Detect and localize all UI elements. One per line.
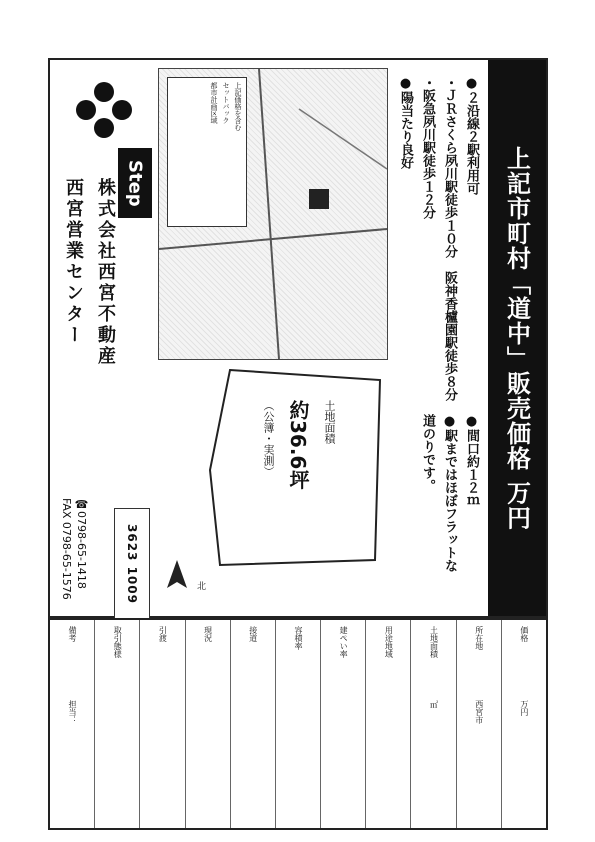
feature-item: ●２沿線２駅利用可 [464, 76, 479, 195]
property-flyer [48, 58, 548, 618]
spec-value: 西宮市 [474, 700, 484, 724]
phone-number: ☎0798-65-1418 [75, 498, 88, 589]
map-note: 都市計画区域 [210, 82, 218, 124]
feature-item: ●駅まではほぼフラットな [442, 414, 457, 572]
spec-header: 所在地 [474, 626, 484, 650]
company-name: 株式会社西宮不動産 [95, 178, 116, 367]
spec-header: 建ぺい率 [339, 626, 349, 658]
lot-heading: 土地面積 [323, 400, 336, 444]
spec-header: 備考 [68, 626, 78, 642]
feature-item: ・ＪＲさくら夙川駅徒歩１０分 阪神香櫨園駅徒歩８分 [442, 76, 457, 401]
spec-header: 引渡 [158, 626, 168, 642]
map-note: 上記価格を含む [234, 82, 242, 131]
spec-header: 容積率 [293, 626, 303, 650]
spec-value: ㎡ [429, 700, 439, 708]
spec-column [139, 620, 184, 828]
badge-text: Step [124, 159, 146, 207]
lot-area: 約36.6坪 [286, 400, 310, 490]
step-badge [118, 148, 152, 218]
lot-note: （公簿・実測） [262, 400, 275, 477]
spec-header: 価格 [519, 626, 529, 642]
feature-item: 道のりです。 [420, 414, 435, 492]
company-subtitle: 西宮営業センター [63, 178, 84, 346]
company-logo-icon [72, 78, 136, 142]
spec-header: 接道 [248, 626, 258, 642]
fax-number: FAX 0798-65-1576 [60, 498, 73, 600]
map-roads [159, 69, 387, 359]
feature-list-secondary [418, 414, 480, 572]
feature-list [396, 76, 480, 406]
spec-header: 取引態様 [113, 626, 123, 658]
spec-column [365, 620, 410, 828]
spec-header: 土地面積 [429, 626, 439, 658]
map-note: セットバック [222, 82, 230, 124]
area-map [158, 68, 388, 360]
spec-table [48, 618, 548, 830]
company-strip [54, 68, 154, 608]
spec-column [94, 620, 139, 828]
spec-value: 万円 [519, 700, 529, 716]
company-names [60, 178, 118, 498]
feature-item: ●間口約１２ｍ [464, 414, 479, 507]
property-marker [309, 189, 329, 209]
title-band [488, 60, 546, 616]
lot-diagram [200, 360, 390, 580]
compass-label: 北 [195, 581, 206, 590]
property-code: 3623 1009 [125, 524, 139, 604]
spec-column [501, 620, 546, 828]
contact-numbers [60, 498, 88, 600]
spec-header: 現況 [203, 626, 213, 642]
property-code-box [114, 508, 150, 620]
spec-column [230, 620, 275, 828]
spec-column [456, 620, 501, 828]
flyer-title: 上記市町村「道中」販売価格 万円 [502, 145, 531, 531]
spec-column [275, 620, 320, 828]
spec-column [410, 620, 455, 828]
spec-column [50, 620, 94, 828]
feature-item: ・阪急夙川駅徒歩１２分 [420, 76, 435, 219]
spec-header: 用途地域 [384, 626, 394, 658]
lot-label [260, 400, 337, 489]
spec-value: 担当： [68, 700, 78, 724]
spec-column [185, 620, 230, 828]
north-arrow-icon [165, 560, 189, 590]
compass [165, 560, 207, 594]
feature-item: ●陽当たり良好 [398, 76, 413, 169]
spec-column [320, 620, 365, 828]
